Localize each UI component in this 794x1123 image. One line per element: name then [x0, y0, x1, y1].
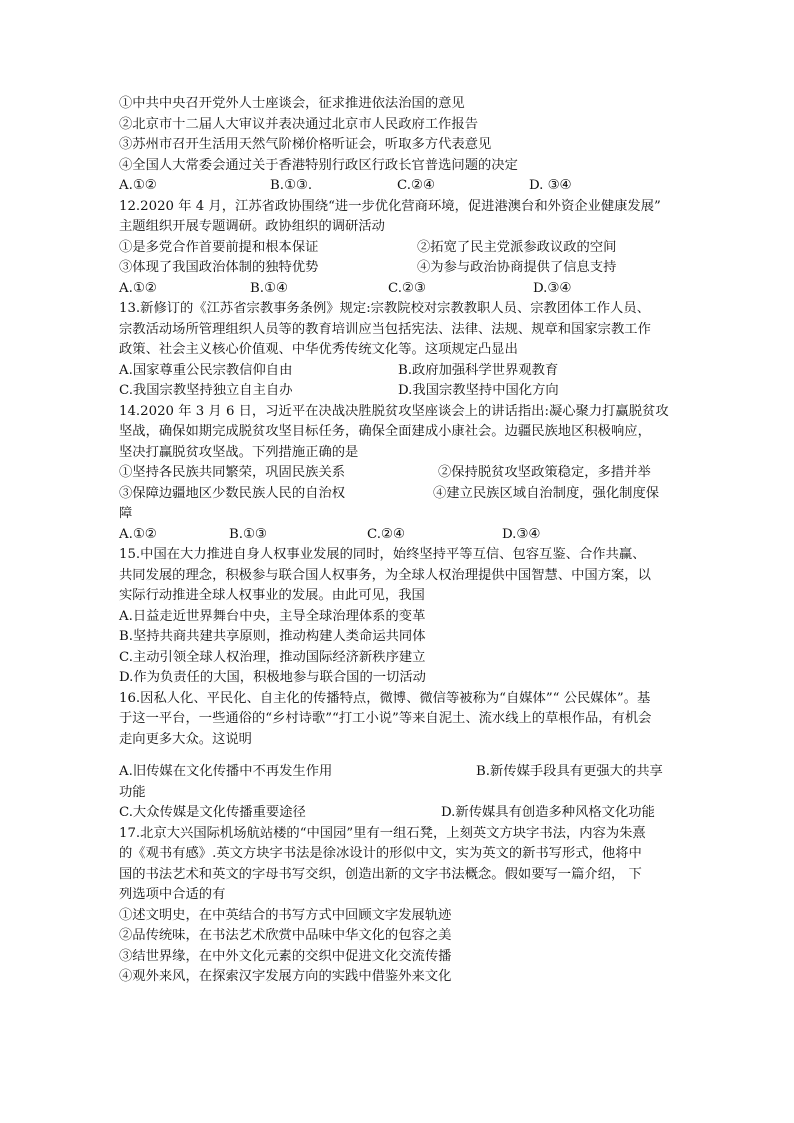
q11-option-c: C.②④: [397, 178, 435, 193]
q15-option-b: B.坚持共商共建共享原则，推动构建人类命运共同体: [119, 629, 426, 644]
q15-option-d: D.作为负责任的大国，积极地参与联合国的一切活动: [119, 670, 426, 685]
q14-items-row-2: [119, 484, 679, 505]
q12-item-3: ③体现了我国政治体制的独特优势: [119, 260, 319, 275]
q11-item-4: ④全国人大常委会通过关于香港特别行政区行政长官普选问题的决定: [119, 157, 518, 173]
q12-items-row-1: [119, 238, 679, 259]
q17-item-1: ①述文明史，在中英结合的书写方式中回顾文字发展轨迹: [119, 907, 452, 923]
q17-item-3: ③结世界缘，在中外文化元素的交织中促进文化交流传播: [119, 948, 452, 964]
q17-item-4: ④观外来风，在探索汉字发展方向的实践中借鉴外来文化: [119, 969, 452, 984]
q16-option-c: C.大众传媒是文化传播重要途径: [119, 805, 306, 820]
q13-stem-1: 13.新修订的《江苏省宗教事务条例》规定:宗教院校对宗教教职人员、宗教团体工作人员、: [119, 301, 650, 316]
q13-stem-2: 宗教活动场所管理组织人员等的教育培训应当包括宪法、法律、法规、规章和国家宗教工作: [119, 321, 651, 337]
q17-stem-2: 的《观书有感》.英文方块字书法是徐冰设计的形似中文，实为英文的新书写形式，他将中: [119, 846, 642, 861]
q16-stem-1: 16.因私人化、平民化、自主化的传播特点，微博、微信等被称为“自媒体”“ 公民媒体”。基: [119, 690, 651, 706]
q15-option-a: A.日益走近世界舞台中央，主导全球治理体系的变革: [119, 608, 426, 624]
exam-page: [119, 94, 679, 988]
q14-item-4: ④建立民族区域自治制度，强化制度保: [433, 485, 660, 501]
q15-stem-3: 实际行动推进全球人权事业的发展。由此可见，我国: [119, 588, 425, 603]
q17-stem-1: 17.北京大兴国际机场航站楼的“中国园”里有一组石凳，上刻英文方块字书法，内容为朱熹: [119, 825, 646, 841]
q14-options: [119, 525, 679, 546]
question-11: [119, 94, 679, 197]
q17-stem-4: 列选项中合适的有: [119, 887, 226, 902]
q16-option-b-cont: 功能: [119, 784, 146, 800]
q13-option-c: C.我国宗教坚持独立自主自办: [119, 383, 293, 398]
q13-stem-3: 政策、社会主义核心价值观、中华优秀传统文化等。这项规定凸显出: [119, 342, 518, 357]
q11-option-d: D. ③④: [529, 178, 572, 193]
question-16: [119, 689, 679, 824]
q12-option-a: A.①②: [119, 280, 157, 296]
q15-stem-1: 15.中国在大力推进自身人权事业发展的同时，始终坚持平等互信、包容互鉴、合作共赢、: [119, 547, 646, 562]
q14-stem-2: 坚战，确保如期完成脱贫攻坚目标任务，确保全面建成小康社会。边疆民族地区积极响应，: [119, 424, 651, 439]
q16-stem-2: 于这一平台，一些通俗的“乡村诗歌”“打工小说”等来自泥土、流水线上的草根作品，有机会: [119, 711, 652, 726]
spacer: [119, 750, 679, 762]
q12-option-b: B.①④: [250, 280, 288, 296]
q13-option-d: D.我国宗教坚持中国化方向: [398, 383, 559, 398]
q13-options-row-1: [119, 361, 679, 382]
question-14: [119, 402, 679, 546]
question-15: [119, 545, 679, 689]
q11-option-a: A.①②: [119, 178, 157, 193]
q14-item-3: ③保障边疆地区少数民族人民的自治权: [119, 485, 346, 501]
q16-option-a: A.旧传媒在文化传播中不再发生作用: [119, 764, 333, 779]
q17-stem-3: 国的书法艺术和英文的字母书写交织，创造出新的文字书法概念。假如要写一篇介绍， 下: [119, 866, 642, 882]
q13-option-b: B.政府加强科学世界观教育: [398, 362, 559, 378]
q11-item-3: ③苏州市召开生活用天然气阶梯价格听证会，听取多方代表意见: [119, 137, 492, 152]
q14-item-1: ①坚持各民族共同繁荣，巩固民族关系: [119, 465, 346, 480]
q11-options: [119, 176, 679, 197]
q12-stem-2: 主题组织开展专题调研。政协组织的调研活动: [119, 219, 385, 234]
q17-item-2: ②品传统味，在书法艺术欣赏中品味中华文化的包容之美: [119, 928, 452, 943]
q11-option-b: B.①③.: [270, 178, 313, 193]
q14-option-d: D.③④: [502, 526, 541, 542]
q14-stem-1: 14.2020 年 3 月 6 日，习近平在决战决胜脱贫攻坚座谈会上的讲话指出:凝心聚力打赢脱贫攻: [119, 403, 669, 419]
q12-item-4: ④为参与政治协商提供了信息支持: [417, 260, 617, 275]
q13-option-a: A.国家尊重公民宗教信仰自由: [119, 362, 293, 378]
q16-options-row-1: [119, 762, 679, 783]
q11-item-1: ①中共中央召开党外人士座谈会，征求推进依法治国的意见: [119, 96, 465, 111]
q16-option-d: D.新传媒具有创造多种风格文化功能: [441, 805, 655, 820]
question-17: [119, 824, 679, 988]
q13-options-row-2: [119, 381, 679, 402]
q12-options: [119, 279, 679, 300]
question-13: [119, 299, 679, 402]
q16-option-b: B.新传媒手段具有更强大的共享: [476, 764, 663, 779]
q12-stem-1: 12.2020 年 4 月，江苏省政协围绕“进一步优化营商环境，促进港澳台和外资企业健康发展”: [119, 198, 661, 214]
q11-item-2: ②北京市十二届人大审议并表决通过北京市人民政府工作报告: [119, 116, 479, 132]
q12-item-2: ②拓宽了民主党派参政议政的空间: [417, 239, 617, 255]
q15-option-c: C.主动引领全球人权治理，推动国际经济新秩序建立: [119, 649, 426, 665]
q14-stem-3: 坚决打赢脱贫攻坚战。下列措施正确的是: [119, 444, 359, 460]
q14-item-4-cont: 障: [119, 506, 133, 521]
q14-items-row-1: [119, 463, 679, 484]
q15-stem-2: 共同发展的理念，积极参与联合国人权事务，为全球人权治理提供中国智慧、中国方案，以: [119, 567, 651, 583]
q12-option-d: D.③④: [533, 280, 572, 296]
q12-option-c: C.②③: [388, 280, 426, 296]
q14-item-2: ②保持脱贫攻坚政策稳定，多措并举: [438, 465, 651, 480]
q14-option-a: A.①②: [119, 526, 157, 542]
question-12: [119, 197, 679, 300]
q16-options-row-2: [119, 803, 679, 824]
q12-items-row-2: [119, 258, 679, 279]
q16-stem-3: 走向更多大众。这说明: [119, 731, 252, 747]
q14-option-c: C.②④: [367, 526, 405, 542]
q12-item-1: ①是多党合作首要前提和根本保证: [119, 239, 319, 255]
q14-option-b: B.①③: [229, 526, 267, 542]
